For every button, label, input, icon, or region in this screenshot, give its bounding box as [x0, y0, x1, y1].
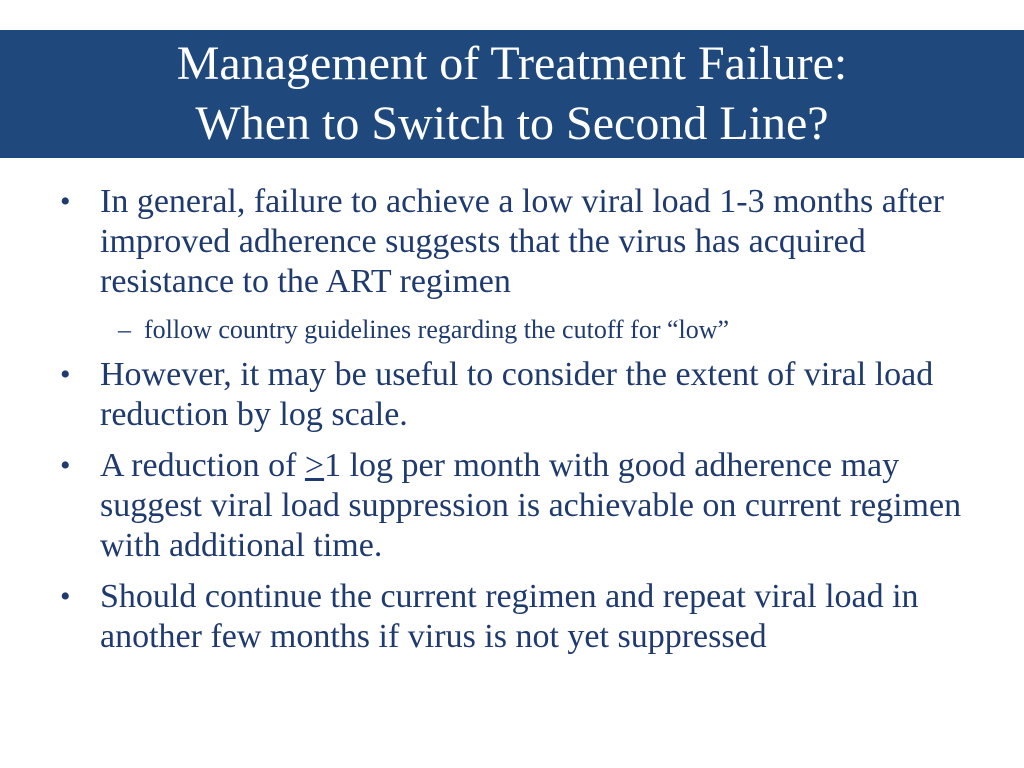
sub-bullet-text: follow country guidelines regarding the cutoff for “low”: [144, 315, 730, 344]
bullet-text-post: 1 log per month with good adherence may suggest viral load suppression is achievable on current regimen with additional time.: [100, 447, 962, 564]
bullet-icon: •: [60, 449, 71, 482]
slide-title-line-1: Management of Treatment Failure:: [176, 37, 848, 90]
bullet-item-2: [56, 355, 976, 435]
bullet-text: In general, failure to achieve a low viral load 1-3 months after improved adherence suggests that the virus has acquired resistance to the ART regimen: [100, 183, 944, 300]
bullet-item-3: [56, 446, 976, 566]
bullet-item-1: [56, 182, 976, 302]
title-bar: [0, 30, 1024, 158]
bullet-text: However, it may be useful to consider the extent of viral load reduction by log scale.: [100, 356, 934, 433]
bullet-icon: •: [60, 185, 71, 218]
bullet-text-pre: A reduction of: [100, 447, 305, 484]
bullet-item-4: [56, 577, 976, 657]
bullet-icon: •: [60, 580, 71, 613]
greater-or-equal-symbol: >: [304, 447, 325, 484]
sub-bullet-item-1: [56, 313, 976, 347]
slide-title-line-2: When to Switch to Second Line?: [195, 97, 829, 150]
bullet-text: Should continue the current regimen and repeat viral load in another few months if virus is not yet suppressed: [100, 578, 919, 655]
dash-icon: –: [118, 315, 131, 344]
bullet-icon: •: [60, 358, 71, 391]
bullet-list: [56, 182, 976, 668]
